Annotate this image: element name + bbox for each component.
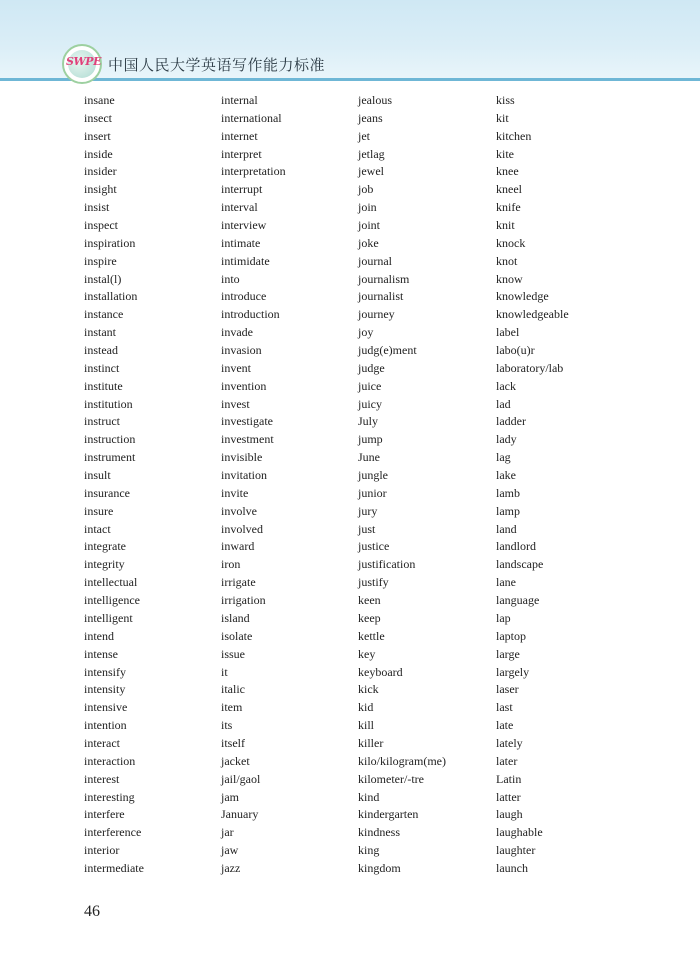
word-entry: invitation [221,468,267,483]
word-entry: jacket [221,753,250,768]
word-entry: judg(e)ment [358,343,417,358]
word-entry: jungle [358,468,388,483]
word-entry: invite [221,485,249,500]
word-entry: label [496,325,520,340]
word-entry: justify [358,575,389,590]
word-entry: junior [358,485,387,500]
word-entry: language [496,593,540,608]
word-entry: intermediate [84,860,144,875]
word-entry: interpret [221,146,262,161]
word-column-4 [496,92,644,878]
header-divider [0,78,700,81]
word-entry: knot [496,253,518,268]
word-entry: June [358,450,380,465]
word-entry: laughter [496,843,536,858]
word-entry: kid [358,700,374,715]
word-entry: intimidate [221,253,270,268]
word-entry: international [221,110,282,125]
word-entry: investigate [221,414,273,429]
word-entry: intellectual [84,575,138,590]
word-entry: intensity [84,682,126,697]
word-entry: journalism [358,271,410,286]
word-entry: January [221,807,259,822]
word-entry: knock [496,235,526,250]
word-entry: insure [84,503,114,518]
word-column-3 [358,92,496,878]
word-entry: killer [358,735,384,750]
word-entry: interest [84,771,120,786]
word-entry: interaction [84,753,136,768]
word-entry: kettle [358,628,385,643]
word-entry: it [221,664,228,679]
word-entry: July [358,414,379,429]
word-entry: isolate [221,628,253,643]
word-entry: jaw [221,843,239,858]
word-entry: installation [84,289,138,304]
page-number: 46 [84,903,100,920]
word-entry: join [358,200,377,215]
word-entry: laboratory/lab [496,360,564,375]
word-entry: involved [221,521,263,536]
word-entry: inspire [84,253,117,268]
word-entry: journalist [358,289,404,304]
word-entry: integrity [84,557,125,572]
word-entry: jetlag [358,146,385,161]
word-entry: kick [358,682,379,697]
word-entry: itself [221,735,245,750]
word-entry: intention [84,718,127,733]
word-entry: invent [221,360,251,375]
word-entry: knit [496,218,515,233]
word-entry: kingdom [358,860,401,875]
word-entry: large [496,646,520,661]
word-entry: Latin [496,771,522,786]
word-entry: instinct [84,360,120,375]
word-entry: introduce [221,289,267,304]
word-entry: insight [84,182,117,197]
word-entry: jet [358,128,370,143]
word-entry: interact [84,735,120,750]
word-entry: knife [496,200,521,215]
word-entry: italic [221,682,245,697]
word-entry: internet [221,128,258,143]
word-entry: jam [221,789,239,804]
word-entry: inspiration [84,235,136,250]
word-entry: iron [221,557,241,572]
word-entry: jar [221,825,234,840]
word-entry: institute [84,378,123,393]
word-entry: land [496,521,517,536]
word-column-1 [84,92,221,878]
word-entry: instant [84,325,116,340]
word-entry: its [221,718,233,733]
word-entry: key [358,646,376,661]
word-entry: lack [496,378,516,393]
word-entry: juicy [358,396,382,411]
word-entry: introduction [221,307,280,322]
word-entry: justice [358,539,390,554]
word-entry: involve [221,503,257,518]
word-entry: journey [358,307,395,322]
word-entry: joint [358,218,381,233]
word-entry: interrupt [221,182,263,197]
word-entry: keep [358,610,381,625]
word-entry: laser [496,682,519,697]
word-entry: interfere [84,807,125,822]
word-entry: landscape [496,557,544,572]
word-entry: latter [496,789,521,804]
word-entry: intensive [84,700,128,715]
word-entry: kit [496,110,509,125]
word-entry: kill [358,718,375,733]
word-entry: interesting [84,789,135,804]
swpe-logo [62,44,102,84]
word-entry: lap [496,610,511,625]
word-entry: intelligent [84,610,133,625]
word-entry: intact [84,521,111,536]
page-header-title: 中国人民大学英语写作能力标准 [108,56,326,74]
word-entry: item [221,700,243,715]
word-entry: lately [496,735,523,750]
word-entry: last [496,700,513,715]
word-entry: justification [358,557,416,572]
word-entry: joke [358,235,379,250]
word-entry: laughable [496,825,543,840]
word-entry: invention [221,378,267,393]
word-entry: intend [84,628,114,643]
word-entry: knee [496,164,519,179]
word-entry: lamb [496,485,520,500]
word-entry: intensify [84,664,126,679]
word-entry: late [496,718,514,733]
word-entry: insert [84,128,111,143]
word-entry: institution [84,396,133,411]
word-entry: interference [84,825,142,840]
word-entry: insurance [84,485,130,500]
word-entry: lady [496,432,517,447]
word-entry: joy [358,325,374,340]
word-entry: lane [496,575,516,590]
word-entry: insect [84,110,112,125]
word-entry: inward [221,539,255,554]
word-entry: insist [84,200,110,215]
word-entry: instruction [84,432,136,447]
word-entry: invisible [221,450,263,465]
word-entry: kilometer/-tre [358,771,424,786]
word-entry: ladder [496,414,526,429]
word-entry: lamp [496,503,520,518]
word-entry: keen [358,593,381,608]
word-entry: instrument [84,450,136,465]
word-entry: insider [84,164,117,179]
word-entry: largely [496,664,530,679]
word-entry: job [358,182,374,197]
logo-text: SWPE [66,55,101,68]
word-entry: kind [358,789,380,804]
word-entry: journal [358,253,392,268]
word-entry: internal [221,93,258,107]
word-entry: laugh [496,807,523,822]
word-entry: jail/gaol [221,771,261,786]
word-entry: interior [84,843,120,858]
word-entry: kiss [496,93,515,107]
word-entry: invest [221,396,250,411]
word-entry: interview [221,218,267,233]
word-entry: insane [84,93,115,107]
word-entry: instance [84,307,124,322]
word-entry: later [496,753,518,768]
word-entry: jeans [358,110,383,125]
word-entry: island [221,610,250,625]
word-entry: inside [84,146,113,161]
word-entry: jump [358,432,383,447]
word-entry: jury [358,503,378,518]
word-entry: jazz [221,860,241,875]
word-column-2 [221,92,358,878]
word-entry: lag [496,450,511,465]
word-entry: king [358,843,380,858]
word-entry: kilo/kilogram(me) [358,753,446,768]
word-entry: irrigation [221,593,266,608]
word-entry: intense [84,646,118,661]
word-entry: landlord [496,539,536,554]
word-entry: kite [496,146,514,161]
word-entry: intimate [221,235,261,250]
header-band [0,0,700,78]
word-entry: kitchen [496,128,532,143]
word-entry: kindergarten [358,807,419,822]
word-entry: kneel [496,182,522,197]
word-entry: instal(l) [84,271,122,286]
word-entry: kindness [358,825,400,840]
word-entry: invasion [221,343,262,358]
word-entry: integrate [84,539,126,554]
word-entry: interval [221,200,258,215]
word-entry: into [221,271,240,286]
word-entry: knowledge [496,289,549,304]
word-entry: invade [221,325,253,340]
word-entry: insult [84,468,111,483]
word-entry: jealous [358,93,392,107]
word-entry: lad [496,396,511,411]
word-entry: knowledgeable [496,307,569,322]
word-entry: instead [84,343,118,358]
word-entry: investment [221,432,274,447]
word-entry: know [496,271,523,286]
word-entry: lake [496,468,516,483]
word-entry: irrigate [221,575,256,590]
word-entry: keyboard [358,664,403,679]
word-entry: interpretation [221,164,286,179]
word-entry: labo(u)r [496,343,535,358]
word-entry: juice [358,378,382,393]
word-entry: inspect [84,218,118,233]
word-entry: launch [496,860,528,875]
word-entry: issue [221,646,245,661]
word-entry: laptop [496,628,526,643]
word-entry: intelligence [84,593,140,608]
word-entry: just [358,521,376,536]
word-entry: judge [358,360,385,375]
word-entry: jewel [358,164,384,179]
word-entry: instruct [84,414,120,429]
vocabulary-list [84,92,644,878]
